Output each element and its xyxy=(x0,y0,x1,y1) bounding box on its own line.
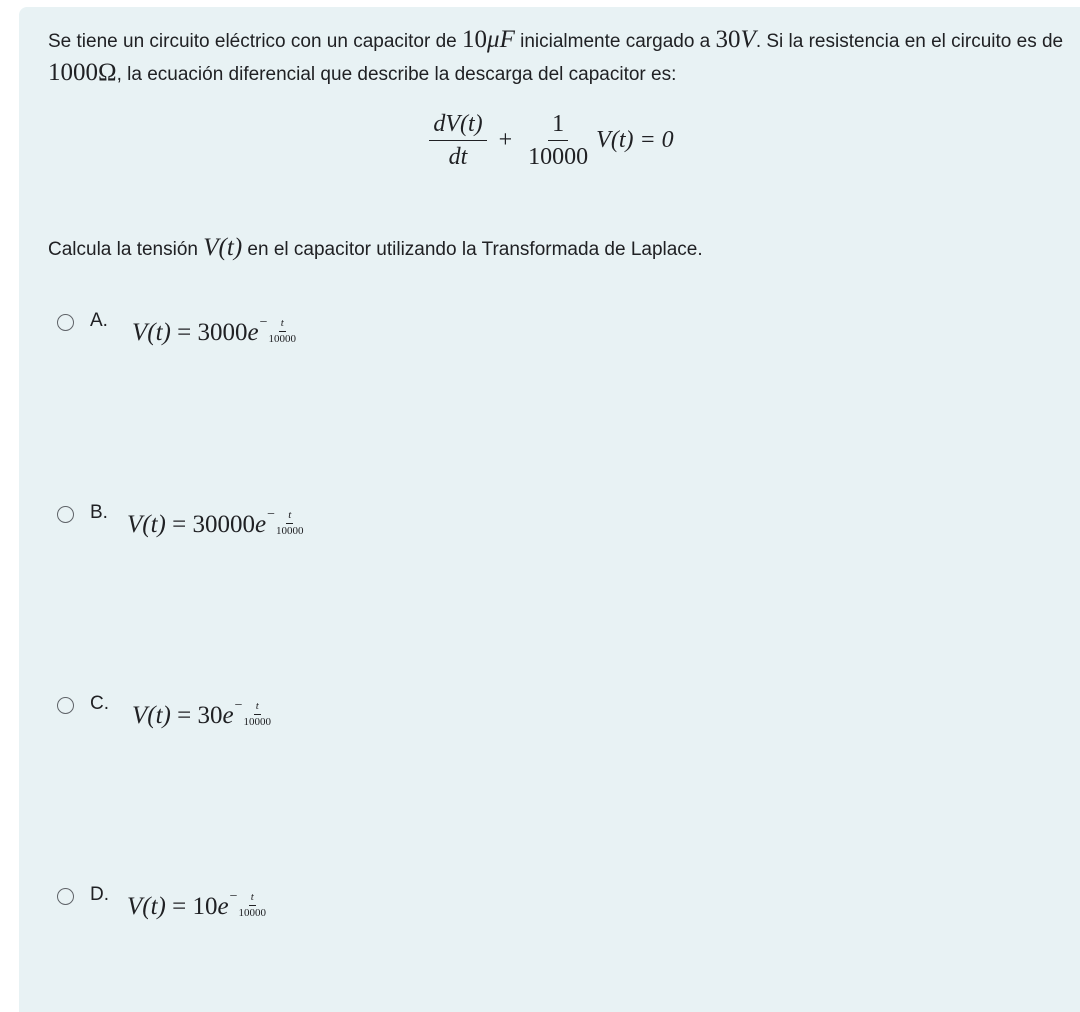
exponent-denominator: 10000 xyxy=(268,333,296,345)
fraction-numerator: 1 xyxy=(548,111,568,141)
question-card xyxy=(19,7,1080,1012)
exponent-denominator: 10000 xyxy=(276,525,304,537)
option-formula xyxy=(132,315,296,359)
coefficient-fraction xyxy=(524,111,592,170)
exponent-fraction xyxy=(244,701,272,728)
equals-sign: = xyxy=(177,702,192,729)
equals-sign: = xyxy=(172,511,187,538)
formula-lhs: V(t) xyxy=(132,319,171,346)
equals-sign: = xyxy=(172,893,187,920)
option-b-radio[interactable] xyxy=(57,506,74,523)
formula-coefficient: 30 xyxy=(197,702,223,729)
exponent-fraction xyxy=(276,510,304,537)
derivative-fraction xyxy=(429,111,486,170)
formula-base: e xyxy=(217,893,229,920)
option-d-radio[interactable] xyxy=(57,888,74,905)
exponent-numerator: t xyxy=(279,318,286,332)
option-a-radio[interactable] xyxy=(57,314,74,331)
equation-rest: V(t) = 0 xyxy=(596,127,674,153)
farad-unit: F xyxy=(499,26,515,53)
exponent-denominator: 10000 xyxy=(243,716,271,728)
question-text-part: inicialmente cargado a xyxy=(514,31,716,52)
voltage-argument: (t) xyxy=(218,234,243,261)
exponent-minus: − xyxy=(234,698,243,713)
volt-unit: V xyxy=(740,26,756,53)
fraction-denominator: dt xyxy=(448,144,468,170)
micro-symbol: μ xyxy=(487,26,500,53)
option-formula xyxy=(127,889,266,933)
exponent-minus: − xyxy=(259,315,268,330)
formula-lhs: V(t) xyxy=(127,511,166,538)
formula-coefficient: 30000 xyxy=(192,511,255,538)
exponent-minus: − xyxy=(267,507,275,522)
option-formula xyxy=(132,698,271,742)
question-text-part: . Si la resistencia en el circuito es de xyxy=(755,31,1064,52)
question-prompt xyxy=(48,232,1068,265)
question-text-part: , la ecuación diferencial que describe la descarga del capacitor es: xyxy=(116,64,677,85)
formula-base: e xyxy=(222,702,234,729)
exponent-numerator: t xyxy=(254,701,261,715)
formula-base: e xyxy=(247,319,259,346)
fraction-numerator: dV(t) xyxy=(429,111,486,141)
exponent-fraction xyxy=(269,318,297,345)
question-text-part: Calcula la tensión xyxy=(48,239,204,260)
exponent-minus: − xyxy=(229,889,238,904)
option-formula xyxy=(127,507,304,551)
exponent-denominator: 10000 xyxy=(238,907,266,919)
capacitance-value: 10 xyxy=(462,26,488,53)
voltage-value: 30 xyxy=(715,26,741,53)
option-letter: D. xyxy=(90,884,109,905)
formula-lhs: V(t) xyxy=(132,702,171,729)
exponent-numerator: t xyxy=(249,892,256,906)
formula-coefficient: 3000 xyxy=(197,319,248,346)
formula-base: e xyxy=(254,511,267,538)
resistance-value: 1000Ω xyxy=(48,59,117,86)
option-letter: B. xyxy=(90,502,108,523)
option-letter: C. xyxy=(90,693,109,714)
exponent-numerator: t xyxy=(286,510,293,524)
exponent-fraction xyxy=(239,892,267,919)
plus-sign: + xyxy=(498,127,513,153)
voltage-variable: V xyxy=(203,234,219,261)
question-text xyxy=(48,24,1068,90)
question-text-part: Se tiene un circuito eléctrico con un capacitor de xyxy=(48,31,463,52)
equals-sign: = xyxy=(177,319,192,346)
question-text-part: en el capacitor utilizando la Transformada de Laplace. xyxy=(242,239,703,260)
option-letter: A. xyxy=(90,310,108,331)
differential-equation xyxy=(19,111,1080,170)
formula-lhs: V(t) xyxy=(127,893,166,920)
formula-coefficient: 10 xyxy=(192,893,218,920)
fraction-denominator: 10000 xyxy=(528,144,589,170)
option-c-radio[interactable] xyxy=(57,697,74,714)
